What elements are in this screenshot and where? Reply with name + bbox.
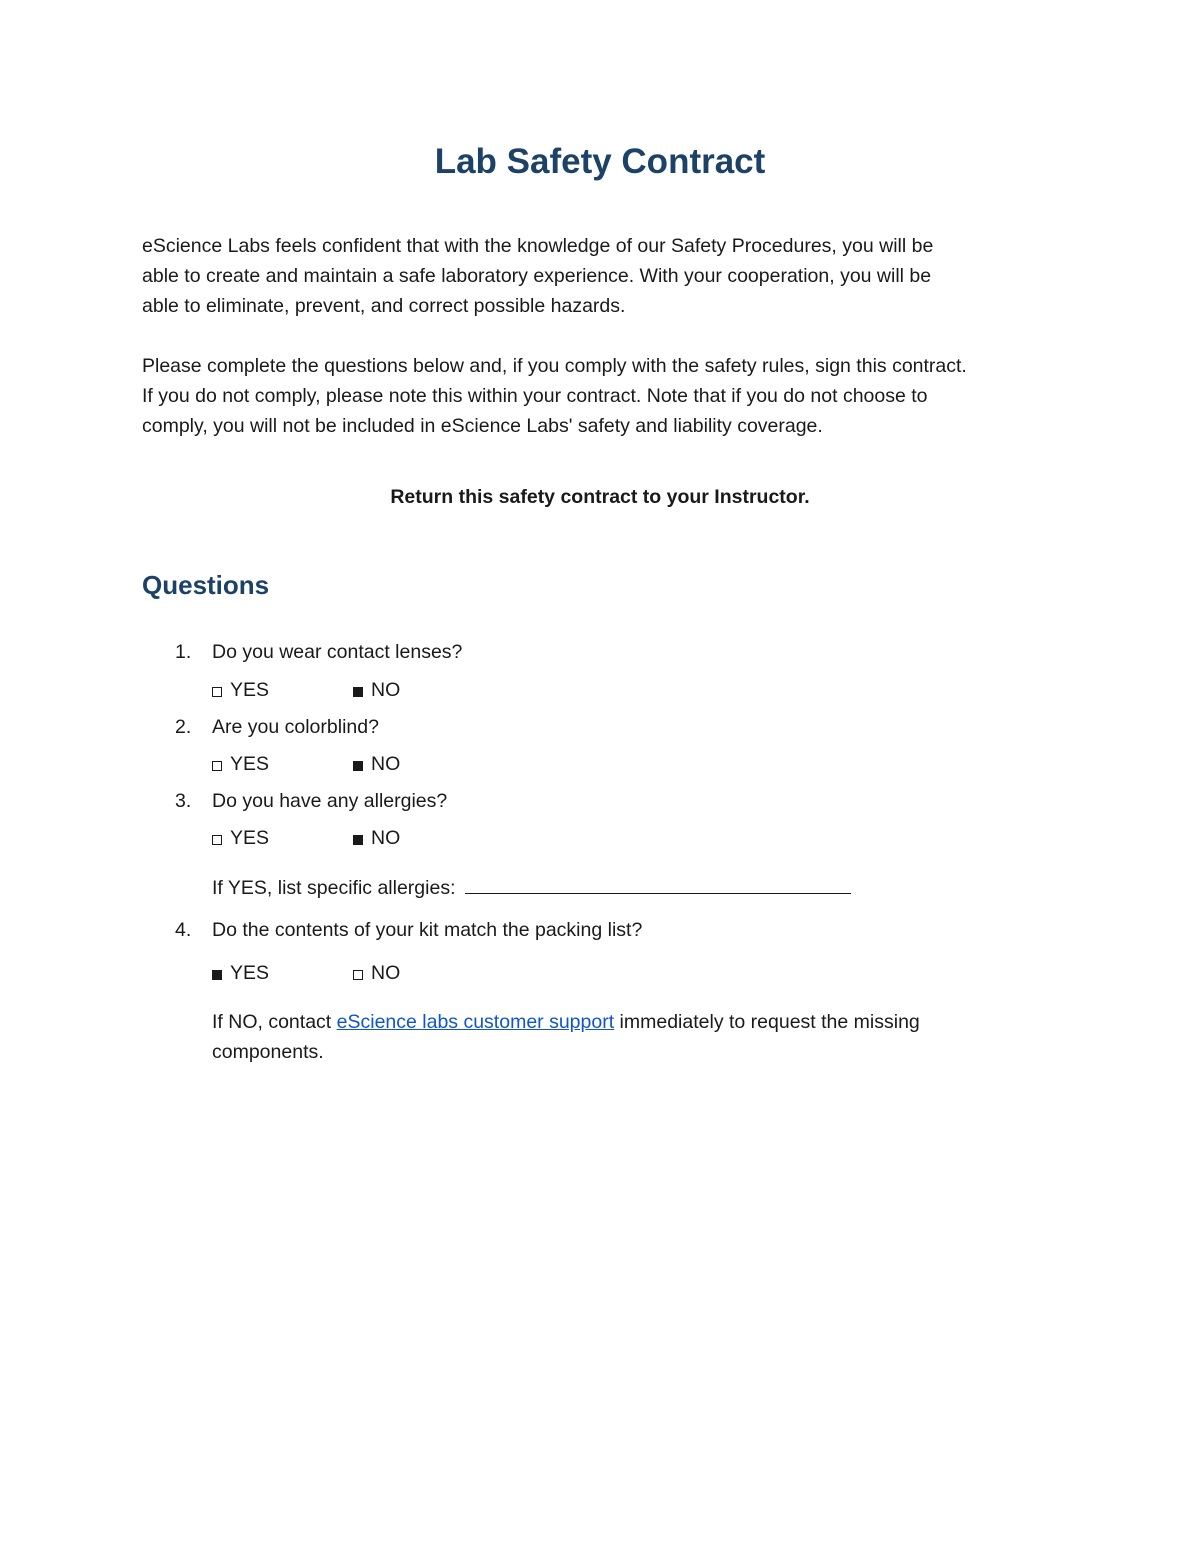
support-note-line2: components. — [212, 1041, 324, 1063]
question-number: 1. — [175, 641, 192, 663]
allergies-prompt: If YES, list specific allergies: — [212, 877, 456, 899]
q1-yes-option[interactable] — [212, 676, 269, 704]
support-note — [212, 1007, 920, 1037]
q3-yes-option[interactable] — [212, 824, 269, 852]
customer-support-link[interactable]: eScience labs customer support — [336, 1011, 615, 1033]
q1-no-checkbox[interactable] — [353, 687, 363, 697]
allergies-line — [212, 873, 851, 903]
instruction-line: comply, you will not be included in eScience Labs' safety and liability coverage. — [142, 415, 823, 437]
support-note-prefix: If NO, contact — [212, 1011, 337, 1033]
q4-no-checkbox[interactable] — [353, 970, 363, 980]
questions-heading: Questions — [142, 570, 270, 600]
question-number: 4. — [175, 919, 192, 941]
option-label: YES — [230, 753, 270, 775]
q4-no-option[interactable] — [353, 959, 400, 987]
intro-line: able to eliminate, prevent, and correct possible hazards. — [142, 295, 626, 317]
option-label: NO — [371, 827, 401, 849]
option-label: YES — [230, 827, 270, 849]
question-text: Do you have any allergies? — [212, 790, 448, 812]
option-label: NO — [371, 753, 401, 775]
support-note-suffix: immediately to request the missing — [614, 1011, 920, 1033]
page-title: Lab Safety Contract — [434, 142, 766, 181]
q2-yes-checkbox[interactable] — [212, 761, 222, 771]
q3-no-checkbox[interactable] — [353, 835, 363, 845]
question-text: Do the contents of your kit match the packing list? — [212, 919, 643, 941]
instructions-paragraph — [142, 351, 1082, 441]
question-number: 2. — [175, 716, 192, 738]
intro-line: able to create and maintain a safe laboratory experience. With your cooperation, you will be — [142, 265, 932, 287]
q2-no-checkbox[interactable] — [353, 761, 363, 771]
q1-no-option[interactable] — [353, 676, 400, 704]
intro-line: eScience Labs feels confident that with the knowledge of our Safety Procedures, you will be — [142, 235, 934, 257]
question-text: Are you colorblind? — [212, 716, 379, 738]
option-label: YES — [230, 962, 270, 984]
intro-paragraph — [142, 231, 1082, 321]
support-note-continued — [212, 1037, 324, 1067]
q4-yes-option[interactable] — [212, 959, 269, 987]
instruction-line: If you do not comply, please note this within your contract. Note that if you do not choose to — [142, 385, 928, 407]
return-note: Return this safety contract to your Instructor. — [390, 486, 810, 508]
option-label: YES — [230, 679, 270, 701]
q2-yes-option[interactable] — [212, 750, 269, 778]
option-label: NO — [371, 962, 401, 984]
q1-yes-checkbox[interactable] — [212, 687, 222, 697]
q2-no-option[interactable] — [353, 750, 400, 778]
question-text: Do you wear contact lenses? — [212, 641, 463, 663]
option-label: NO — [371, 679, 401, 701]
instruction-line: Please complete the questions below and, if you comply with the safety rules, sign this contract. — [142, 355, 967, 377]
question-number: 3. — [175, 790, 192, 812]
q3-no-option[interactable] — [353, 824, 400, 852]
allergies-input[interactable] — [465, 873, 851, 894]
q3-yes-checkbox[interactable] — [212, 835, 222, 845]
q4-yes-checkbox[interactable] — [212, 970, 222, 980]
